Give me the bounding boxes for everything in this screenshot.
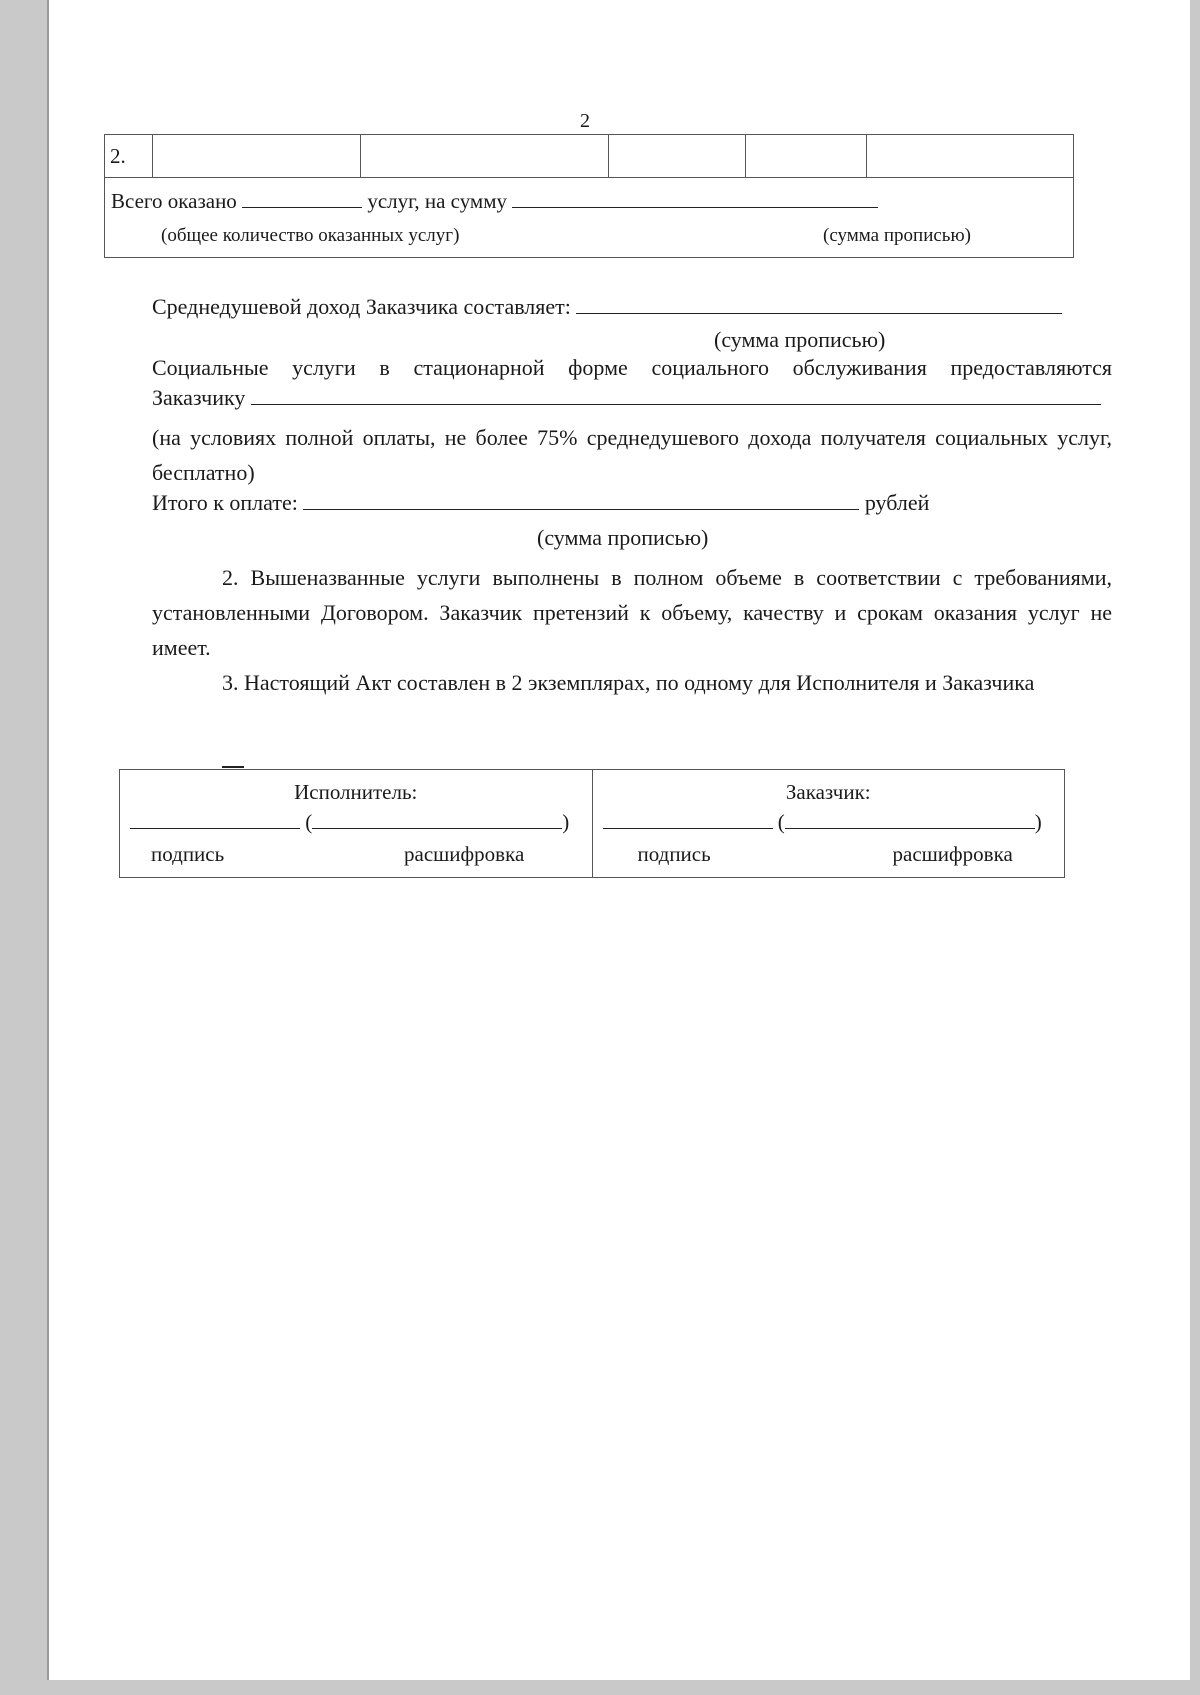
customer-signature (593, 770, 1065, 877)
stationary-text: Социальные услуги в стационарной форме социального обслуживания предоставляются (152, 355, 1112, 380)
customer-decode-label: расшифровка (892, 842, 1013, 866)
table-cell (153, 135, 361, 177)
table-cell (867, 135, 1073, 177)
executor-sign-label: подпись (151, 842, 225, 866)
close-paren: ) (1034, 810, 1042, 834)
open-paren: ( (777, 810, 785, 834)
customer-title: Заказчик: (785, 780, 871, 804)
payment-line (152, 490, 929, 516)
payment-label: Итого к оплате: (152, 490, 298, 515)
payment-hint: (сумма прописью) (537, 525, 709, 550)
table-cell (746, 135, 867, 177)
customer-line (152, 385, 1101, 411)
income-label: Среднедушевой доход Заказчика составляет: (152, 294, 571, 319)
executor-title: Исполнитель: (294, 780, 418, 804)
table-cell (609, 135, 746, 177)
income-hint: (сумма прописью) (714, 327, 886, 352)
payment-blank (303, 491, 859, 510)
total-prefix: Всего оказано (111, 189, 237, 213)
table-cell (361, 135, 609, 177)
row-number-cell: 2. (105, 135, 153, 177)
executor-signature (120, 770, 593, 877)
table-row (105, 135, 1073, 178)
customer-sign-lines (603, 810, 1042, 835)
conditions-text: (на условиях полной оплаты, не более 75% среднедушевого дохода получателя социальных услуг, бесплатно) (152, 425, 1112, 485)
total-middle: услуг, на сумму (367, 189, 508, 213)
customer-sign-label: подпись (637, 842, 711, 866)
total-line (111, 189, 878, 214)
executor-sign-blank (130, 810, 300, 829)
customer-sign-blank (603, 810, 773, 829)
customer-blank (251, 386, 1101, 405)
services-table (104, 134, 1074, 258)
clause-2: 2. Вышеназванные услуги выполнены в полном объеме в соответствии с требованиями, установленными Договором. Заказчик претензий к объему, качеству и срокам оказания услуг не имеет. (152, 565, 1112, 660)
open-paren: ( (305, 810, 313, 834)
customer-decode-blank (785, 810, 1035, 829)
executor-decode-blank (312, 810, 562, 829)
payment-currency: рублей (864, 490, 930, 515)
total-row (105, 178, 1073, 257)
sum-blank (512, 189, 878, 208)
customer-label: Заказчику (152, 385, 246, 410)
income-line (152, 294, 1062, 320)
page-number: 2 (580, 110, 590, 132)
sum-hint: (сумма прописью) (823, 225, 971, 246)
clause-3: 3. Настоящий Акт составлен в 2 экземплярах, по одному для Исполнителя и Заказчика (222, 670, 1035, 695)
stray-mark (222, 766, 244, 768)
count-hint: (общее количество оказанных услуг) (161, 225, 460, 246)
signature-table (119, 769, 1065, 878)
count-blank (242, 189, 362, 208)
close-paren: ) (562, 810, 570, 834)
executor-decode-label: расшифровка (404, 842, 525, 866)
income-blank (576, 295, 1062, 314)
executor-sign-lines (130, 810, 569, 835)
